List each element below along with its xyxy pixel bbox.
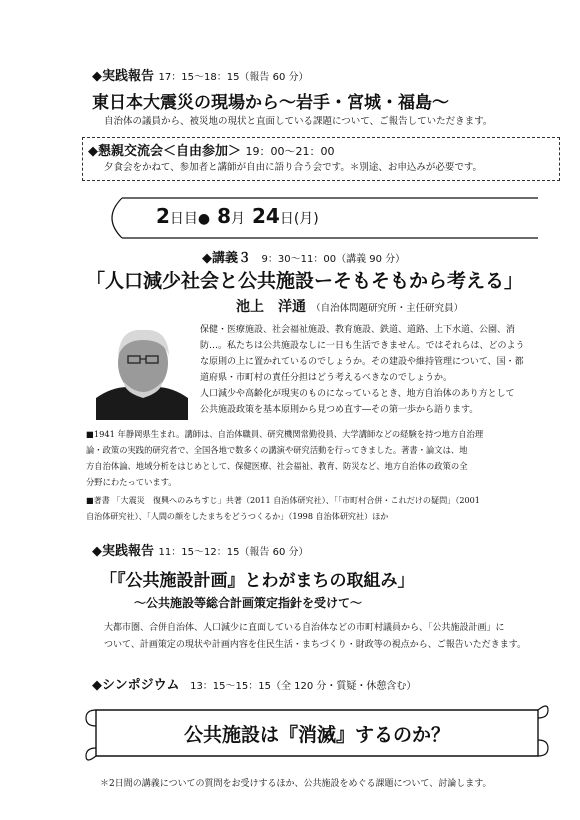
lecture-body-line: 防…。私たちは公共施設なしに一日も生活できません。ではそれらは、どのよう	[200, 341, 525, 351]
lecture-body-line: 公共施設政策を基本原則から見つめ直す―その第一歩から語ります。	[200, 405, 479, 415]
symposium-heading	[92, 674, 416, 693]
social-desc: 夕食会をかねて、参加者と講師が自由に語り合う会です。＊別途、お申込みが必要です。	[104, 162, 483, 173]
lecture-body-line: 道府県・市町村の責任分担はどう考えるべきなのでしょうか。	[200, 373, 453, 383]
profile-line: 方自治体論、地域分析をはじめとして、保健医療、社会福祉、教育、防災など、地方自治体の政策の全	[86, 461, 468, 471]
speaker-line	[236, 296, 463, 316]
report-heading-2	[92, 540, 309, 559]
day-banner	[156, 204, 319, 228]
symposium-note: ＊2日間の講義についての質問をお受けするほか、公共施設をめぐる課題について、討論します。	[100, 779, 492, 789]
lecture-body-line: な原則の上に置かれているのでしょうか。その建設や維持管理について、国・都	[200, 357, 524, 367]
speaker-books	[86, 492, 480, 524]
report-time-1: 17：15〜18：15（報告 60 分）	[158, 72, 309, 83]
report-label-2: ◆実践報告	[92, 544, 154, 559]
lecture-heading	[202, 247, 405, 266]
report-label-1: ◆実践報告	[92, 69, 154, 84]
lecture-time: 9：30〜11：00（講義 90 分）	[261, 254, 406, 265]
lecture-body-line: 人口減少や高齢化が現実のものになっているとき、地方自治体のあり方として	[200, 389, 515, 399]
report-heading-1	[92, 65, 309, 84]
day-unit: 日目●	[169, 211, 211, 227]
speaker-name: 池上 洋通	[236, 299, 306, 315]
profile-line: 分野にわたっています。	[86, 477, 177, 487]
month-number: 8	[217, 204, 232, 228]
symposium-label: ◆シンポジウム	[92, 678, 180, 693]
day-number: 2	[156, 204, 170, 228]
social-label: ◆懇親交流会＜自由参加＞	[88, 144, 241, 159]
report-desc-line: ついて、計画策定の現状や計画内容を住民生活・まちづくり・財政等の視点から、ご報告いただきます。	[104, 640, 527, 650]
report-desc-2	[104, 620, 526, 654]
profile-line: 論・政策の実践的研究者で、全国各地で数多くの講演や研究活動を行ってきました。著書・論文は、地	[86, 445, 468, 455]
lecture-title: 「人口減少社会と公共施設ーそもそもから考える」	[86, 270, 524, 292]
report-time-2: 11：15〜12：15（報告 60 分）	[158, 547, 309, 558]
social-heading	[88, 140, 335, 159]
report-title-2: 「『公共施設計画』とわがまちの取組み」	[100, 571, 415, 591]
date-unit: 日	[279, 211, 294, 227]
report-title-1: 東日本大震災の現場から～岩手・宮城・福島～	[92, 93, 449, 113]
social-time: 19：00〜21：00	[245, 145, 335, 158]
speaker-profile	[86, 426, 483, 490]
report-subtitle-2: ～公共施設等総合計画策定指針を受けて～	[134, 596, 363, 610]
symposium-title: 公共施設は『消滅』するのか？	[183, 724, 450, 746]
speaker-affiliation: （自治体問題研究所・主任研究員）	[311, 303, 464, 314]
lecture-label: ◆講義３	[202, 251, 251, 266]
weekday: (月)	[293, 211, 319, 227]
lecture-body-line: 保健・医療施設、社会福祉施設、教育施設、鉄道、道路、上下水道、公園、消	[200, 325, 516, 335]
month-unit: 月	[231, 211, 246, 227]
report-desc-1: 自治体の議員から、被災地の現状と直面している課題について、ご報告していただきます。	[104, 116, 493, 127]
lecture-body	[200, 322, 525, 418]
speaker-photo	[96, 318, 188, 420]
books-line: ■著書 「大震災 復興へのみちすじ」共著（2011 自治体研究社）、「「市町村合併・これだけの疑問」（2001	[86, 495, 480, 505]
symposium-time: 13：15〜15：15（全 120 分・質疑・休憩含む）	[190, 681, 417, 692]
profile-line: ■1941 年静岡県生まれ。講師は、自治体職員、研究機関常勤役員、大学講師などの経験を持つ地方自治理	[86, 429, 484, 439]
books-line: 自治体研究社）、「人間の顔をしたまちをどうつくるか」（1998 自治体研究社）ほか	[86, 511, 389, 521]
report-desc-line: 大都市圏、合併自治体、人口減少に直面している自治体などの市町村議員から、「公共施設計画」に	[104, 623, 505, 633]
date-number: 24	[252, 204, 280, 228]
